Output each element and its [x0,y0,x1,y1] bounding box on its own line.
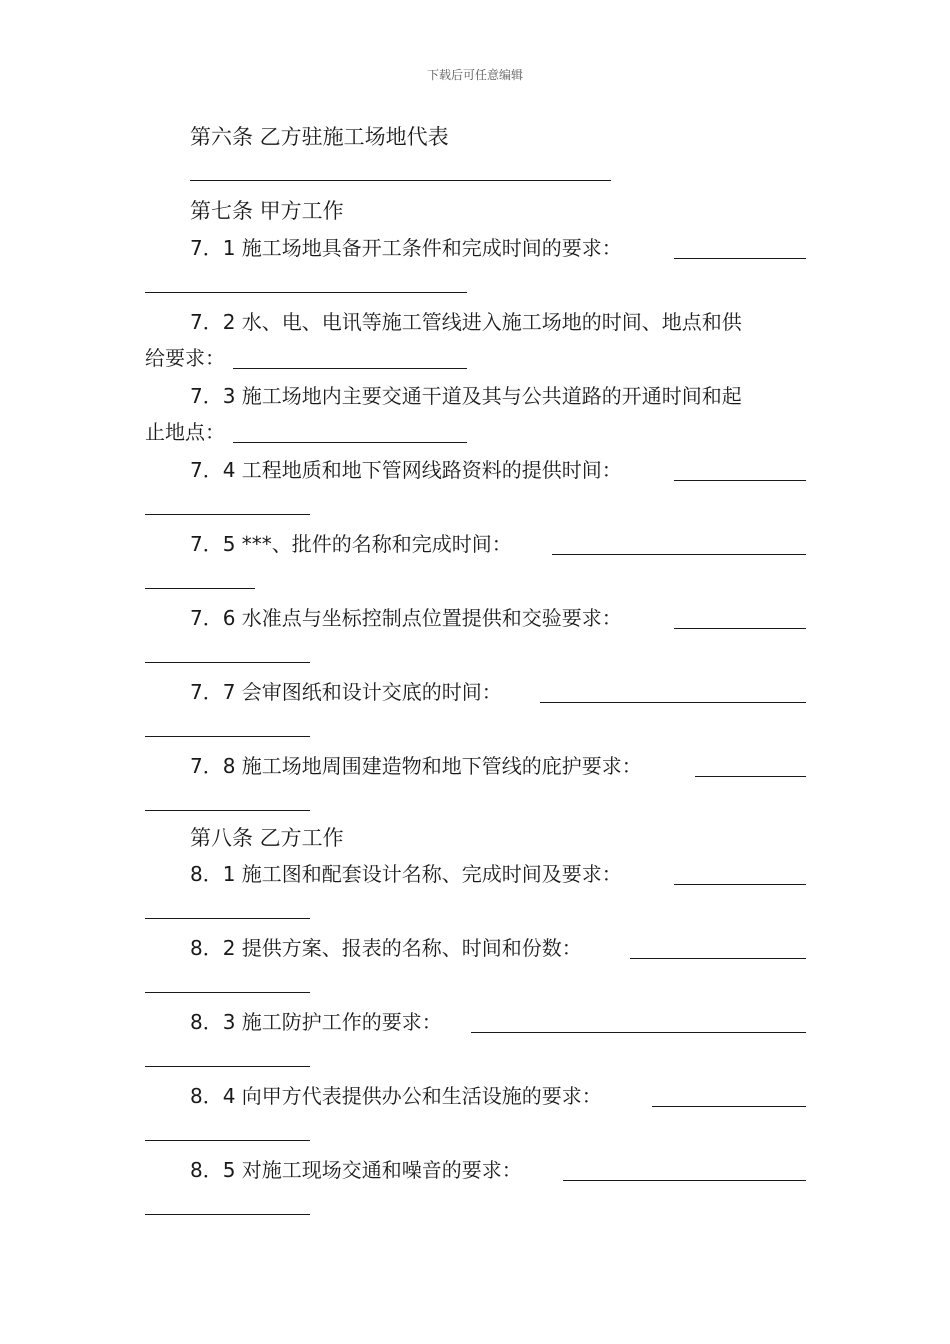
item-7-4-blank[interactable] [674,480,806,481]
article-6-heading: 第六条 乙方驻施工场地代表 [190,125,449,149]
item-8-5-text: 8．5 对施工现场交通和噪音的要求： [190,1158,522,1182]
item-8-5-blank[interactable] [563,1180,806,1181]
item-7-3-blank[interactable] [233,442,467,443]
article-8-heading: 第八条 乙方工作 [190,826,344,850]
item-7-7-text: 7．7 会审图纸和设计交底的时间： [190,680,502,704]
item-8-4-blank[interactable] [652,1106,806,1107]
page-header: 下载后可任意编辑 [426,68,523,82]
item-7-7-blank-cont[interactable] [145,736,310,737]
item-7-8-text: 7．8 施工场地周围建造物和地下管线的庇护要求： [190,754,642,778]
item-8-4-text: 8．4 向甲方代表提供办公和生活设施的要求： [190,1084,602,1108]
item-7-3-text-cont: 止地点： [145,420,225,444]
item-7-7-blank[interactable] [540,702,806,703]
item-8-2-blank[interactable] [630,958,806,959]
item-8-3-blank[interactable] [471,1032,806,1033]
item-7-3-text: 7．3 施工场地内主要交通干道及其与公共道路的开通时间和起 [190,384,742,408]
item-8-5-blank-cont[interactable] [145,1214,310,1215]
item-7-8-blank[interactable] [695,776,806,777]
item-8-3-blank-cont[interactable] [145,1066,310,1067]
item-7-6-blank-cont[interactable] [145,662,310,663]
item-7-1-text: 7．1 施工场地具备开工条件和完成时间的要求： [190,236,622,260]
article-7-heading: 第七条 甲方工作 [190,199,344,223]
item-7-2-text: 7．2 水、电、电讯等施工管线进入施工场地的时间、地点和供 [190,310,742,334]
item-7-6-text: 7．6 水准点与坐标控制点位置提供和交验要求： [190,606,622,630]
item-7-6-blank[interactable] [674,628,806,629]
article-6-blank[interactable] [190,180,611,181]
item-8-2-text: 8．2 提供方案、报表的名称、时间和份数： [190,936,582,960]
item-7-2-blank[interactable] [233,368,467,369]
item-8-4-blank-cont[interactable] [145,1140,310,1141]
item-7-5-text: 7．5 ***、批件的名称和完成时间： [190,532,512,556]
item-8-3-text: 8．3 施工防护工作的要求： [190,1010,442,1034]
item-7-1-blank[interactable] [674,258,806,259]
item-7-8-blank-cont[interactable] [145,810,310,811]
item-7-1-blank-cont[interactable] [145,292,467,293]
item-7-2-text-cont: 给要求： [145,346,225,370]
item-8-2-blank-cont[interactable] [145,992,310,993]
item-8-1-blank-cont[interactable] [145,918,310,919]
item-8-1-text: 8．1 施工图和配套设计名称、完成时间及要求： [190,862,622,886]
item-8-1-blank[interactable] [674,884,806,885]
item-7-5-blank[interactable] [552,554,806,555]
item-7-5-blank-cont[interactable] [145,588,255,589]
item-7-4-text: 7．4 工程地质和地下管网线路资料的提供时间： [190,458,622,482]
item-7-4-blank-cont[interactable] [145,514,310,515]
